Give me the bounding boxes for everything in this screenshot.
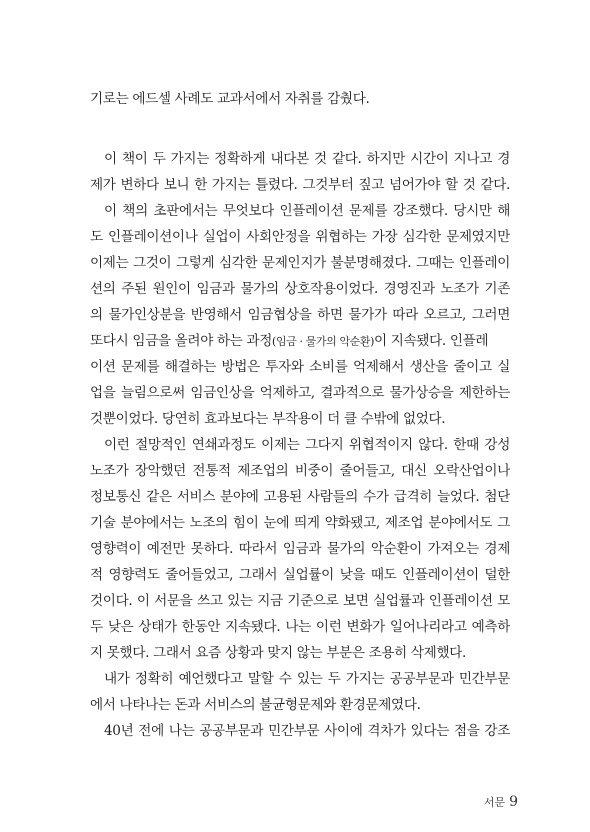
text-line: 이제는 그것이 그렇게 심각한 문제인지가 불분명해졌다. 그때는 인플레이 — [90, 255, 510, 271]
running-footer-section: 서문 — [483, 796, 506, 809]
text-line: 40년 전에 나는 공공부문과 민간부문 사이에 격차가 있다는 점을 강조 — [104, 723, 510, 739]
text-line: 의 물가인상분을 반영해서 임금협상을 하면 물가가 따라 오르고, 그러면 — [90, 307, 510, 323]
text-line: 두 낮은 상태가 한동안 지속됐다. 나는 이런 변화가 일어나리라고 예측하 — [90, 619, 510, 635]
text-line: 지 못했다. 그래서 요즘 상황과 맞지 않는 부분은 조용히 삭제했다. — [90, 645, 467, 661]
text-line — [90, 329, 510, 353]
text-line: 이런 절망적인 연쇄과정도 이제는 그다지 위협적이지 않다. 한때 강성 — [104, 437, 510, 453]
text-line: 이션 문제를 해결하는 방법은 투자와 소비를 억제해서 생산을 줄이고 실 — [90, 359, 510, 375]
text-line: 것뿐이었다. 당연히 효과보다는 부작용이 더 클 수밖에 없었다. — [90, 411, 446, 427]
text-line: 도 인플레이션이나 실업이 사회안정을 위협하는 가장 심각한 문제였지만 — [90, 229, 510, 245]
text-line: 에서 나타나는 돈과 서비스의 불균형문제와 환경문제였다. — [90, 697, 421, 713]
text-segment: 또다시 임금을 올려야 하는 과정 — [90, 333, 273, 349]
text-line: 제가 변하다 보니 한 가지는 틀렸다. 그것부터 짚고 넘어가야 할 것 같다. — [90, 177, 510, 193]
text-line: 노조가 장악했던 전통적 제조업의 비중이 줄어들고, 대신 오락산업이나 — [90, 463, 510, 479]
text-line: 기로는 에드셀 사례도 교과서에서 자취를 감췄다. — [90, 91, 370, 107]
text-line: 기술 분야에서는 노조의 힘이 눈에 띄게 약화됐고, 제조업 분야에서도 그 — [90, 515, 510, 531]
text-line: 이 책의 초판에서는 무엇보다 인플레이션 문제를 강조했다. 당시만 해 — [104, 203, 510, 219]
text-line: 업을 늘림으로써 임금인상을 억제하고, 결과적으로 물가상승을 제한하는 — [90, 385, 510, 401]
text-line: 정보통신 같은 서비스 분야에 고용된 사람들의 수가 급격히 늘었다. 첨단 — [90, 489, 510, 505]
text-line: 션의 주된 원인이 임금과 물가의 상호작용이었다. 경영진과 노조가 기존 — [90, 281, 510, 297]
text-line: 영향력이 예전만 못하다. 따라서 임금과 물가의 악순환이 가져오는 경제 — [90, 541, 510, 557]
text-line: 적 영향력도 줄어들었고, 그래서 실업률이 낮을 때도 인플레이션이 덜한 — [90, 567, 510, 583]
text-segment: 이 지속됐다. 인플레 — [374, 333, 489, 349]
page-footer — [472, 794, 518, 811]
text-line: 이 책이 두 가지는 정확하게 내다본 것 같다. 하지만 시간이 지나고 경 — [104, 151, 510, 167]
text-line: 내가 정확히 예언했다고 말할 수 있는 두 가지는 공공부문과 민간부문 — [104, 671, 510, 687]
inline-note: (임금 · 물가의 악순환) — [272, 335, 375, 348]
text-line: 것이다. 이 서문을 쓰고 있는 지금 기준으로 보면 실업률과 인플레이션 모 — [90, 593, 510, 609]
page-number: 9 — [509, 794, 518, 810]
